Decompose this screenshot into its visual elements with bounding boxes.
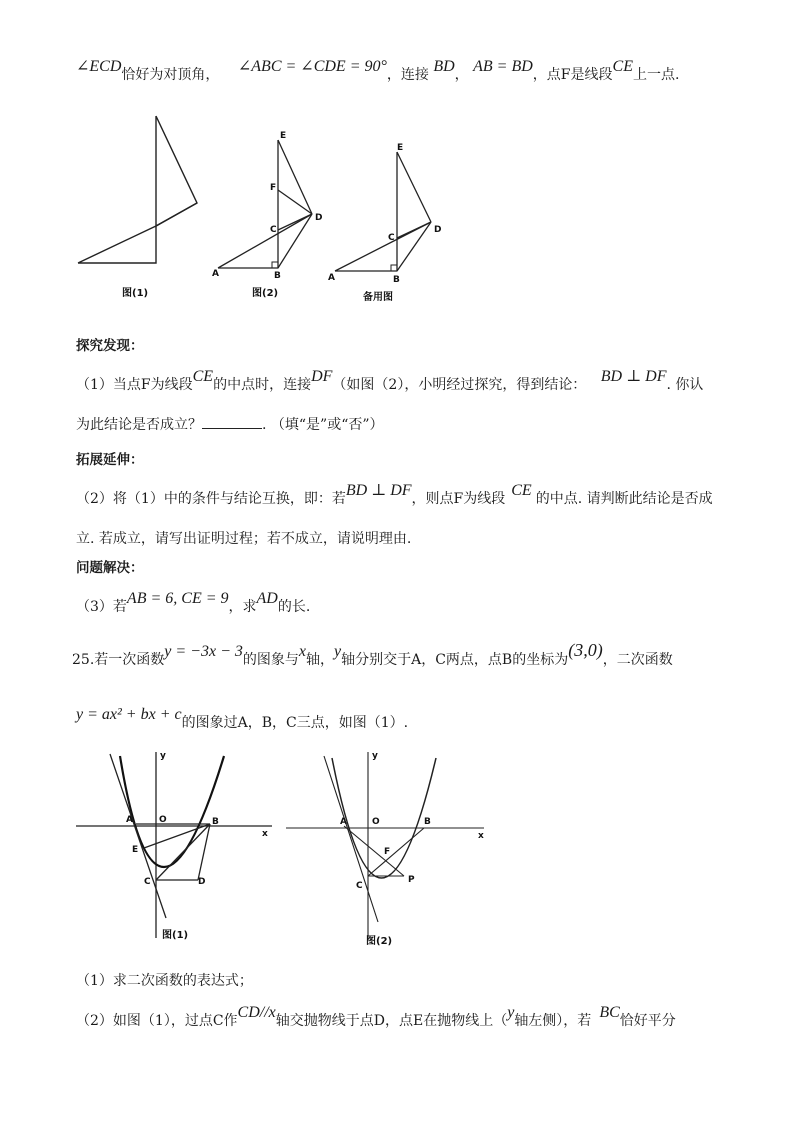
- q25-fig1-label-y: y: [160, 751, 166, 761]
- q25-fig2-label-c: C: [356, 881, 363, 891]
- figure-1-caption: 图(1): [122, 288, 149, 299]
- fig3-label-a: A: [328, 273, 335, 283]
- q25p2-text-a: （2）如图（1），过点C作: [76, 1013, 238, 1029]
- q25-line-1: [72, 640, 673, 669]
- heading-extend: 拓展延伸：: [76, 452, 144, 468]
- q25-text-f: 的图象过A，B，C三点，如图（1）.: [181, 715, 409, 731]
- q25-fig2-label-o: O: [372, 817, 380, 827]
- fig3-label-b: B: [393, 275, 400, 285]
- sec1-text-b: 的中点时，连接: [213, 377, 312, 393]
- math-ce: CE: [612, 58, 633, 75]
- q25-math-linear: y = −3x − 3: [164, 643, 243, 660]
- fig2-label-a: A: [212, 269, 219, 279]
- heading-solve: 问题解决：: [76, 560, 144, 576]
- q25-math-y: y: [333, 643, 342, 660]
- figure-3: [325, 140, 455, 320]
- sec1-math-ce: CE: [192, 368, 214, 385]
- fig2-label-d: D: [315, 213, 323, 223]
- q25-fig1-label-a: A: [126, 815, 133, 825]
- q25-fig1-label-x: x: [262, 829, 268, 839]
- q25p2-text-d: 恰好平分: [619, 1013, 676, 1029]
- q25-fig2-label-x: x: [478, 831, 484, 841]
- q25-math-b-coord: (3,0): [568, 640, 603, 660]
- q25-text-b: 的图象与: [242, 652, 299, 668]
- sec1-text-a: （1）当点F为线段: [76, 377, 193, 393]
- sec3-text-b: ，求: [228, 599, 257, 615]
- q25-figure-1-caption: 图(1): [162, 930, 189, 941]
- fig3-label-e: E: [397, 143, 404, 153]
- sec1-math-df: DF: [311, 368, 333, 385]
- q25-part-2: [76, 1004, 676, 1030]
- sec1-text-d: . 你认: [666, 377, 704, 393]
- sec1-text-f: . （填“是”或“否”）: [262, 417, 384, 433]
- q25-text-e: ，二次函数: [602, 652, 673, 668]
- fig2-label-e: E: [280, 131, 287, 141]
- sec2-text-c: 的中点. 请判断此结论是否成: [535, 491, 713, 507]
- q25-fig2-label-a: A: [340, 817, 347, 827]
- figure-3-caption: 备用图: [363, 292, 393, 303]
- figure-2-caption: 图(2): [252, 288, 279, 299]
- fig2-label-c: C: [270, 225, 277, 235]
- q25-text-c: 轴，: [305, 652, 334, 668]
- q25-fig1-label-e: E: [132, 845, 139, 855]
- q25-math-quadratic: y = ax² + bx + c: [76, 706, 182, 723]
- sec1-text-c: （如图（2），小明经过探究，得到结论：: [332, 377, 587, 393]
- fig3-label-c: C: [388, 233, 395, 243]
- q25-figure-2-caption: 图(2): [366, 936, 393, 947]
- q25-fig1-label-c: C: [144, 877, 151, 887]
- sec2-text-a: （2）将（1）中的条件与结论互换，即：若: [76, 491, 346, 507]
- math-bd: BD: [433, 58, 455, 75]
- sec3-text-c: 的长.: [277, 599, 311, 615]
- q25-part-1: （1）求二次函数的表达式；: [76, 973, 253, 989]
- q25-fig2-label-y: y: [372, 751, 378, 761]
- figure-q25-1: [74, 748, 284, 948]
- figure-q25-2: [284, 748, 494, 953]
- q25-math-x: x: [298, 643, 306, 660]
- sec3-math-ad: AD: [256, 590, 278, 607]
- sec1-math-bd-df: BD ⊥ DF: [600, 368, 667, 385]
- sec1-line-2: [76, 414, 384, 434]
- intro-text-4: ，点F是线段: [532, 67, 613, 83]
- q25-fig2-label-p: P: [408, 875, 415, 885]
- q25-fig1-label-d: D: [198, 877, 206, 887]
- intro-text-3: ，: [454, 67, 469, 83]
- q25-fig2-label-b: B: [424, 817, 431, 827]
- math-ecd: ∠ECD: [76, 58, 122, 75]
- fig3-label-d: D: [434, 225, 442, 235]
- q25-fig2-label-f: F: [384, 847, 391, 857]
- answer-blank[interactable]: [202, 416, 262, 429]
- sec1-line-1: [76, 368, 704, 394]
- sec2-line-2: 立. 若成立，请写出证明过程；若不成立，请说明理由.: [76, 531, 412, 547]
- figure-2: [208, 128, 328, 308]
- sec1-text-e: 为此结论是否成立？: [76, 417, 202, 433]
- intro-text-2: ，连接: [386, 67, 429, 83]
- q25p2-math-cd: CD//x: [237, 1004, 276, 1021]
- math-angles: ∠ABC = ∠CDE = 90°: [237, 58, 387, 75]
- q25p2-math-y: y: [507, 1004, 515, 1021]
- fig2-label-b: B: [274, 271, 281, 281]
- intro-line: [76, 58, 680, 84]
- heading-explore: 探究发现：: [76, 338, 144, 354]
- sec3-math-ab-ce: AB = 6, CE = 9: [126, 590, 229, 607]
- fig2-label-f: F: [270, 183, 277, 193]
- sec3-text-a: （3）若: [76, 599, 127, 615]
- sec2-line-1: [76, 482, 713, 508]
- q25-line-2: [76, 706, 409, 732]
- q25-text-d: 轴分别交于A，C两点，点B的坐标为: [341, 652, 569, 668]
- q25-fig1-label-b: B: [212, 817, 219, 827]
- sec2-math-ce: CE: [511, 482, 532, 499]
- sec3-line-1: [76, 590, 311, 616]
- q25-text-a: 25.若一次函数: [72, 652, 165, 668]
- q25-fig1-label-o: O: [159, 815, 167, 825]
- intro-text-1: 恰好为对顶角，: [121, 67, 220, 83]
- math-ab-bd: AB = BD: [473, 58, 533, 75]
- sec2-text-b: ，则点F为线段: [411, 491, 506, 507]
- q25p2-text-b: 轴交抛物线于点D，点E在抛物线上（: [275, 1013, 508, 1029]
- q25p2-math-bc: BC: [599, 1004, 620, 1021]
- figure-1: [70, 110, 210, 310]
- sec2-math-bd-df: BD ⊥ DF: [345, 482, 412, 499]
- q25p2-text-c: 轴左侧），若: [514, 1013, 592, 1029]
- intro-text-5: 上一点.: [632, 67, 680, 83]
